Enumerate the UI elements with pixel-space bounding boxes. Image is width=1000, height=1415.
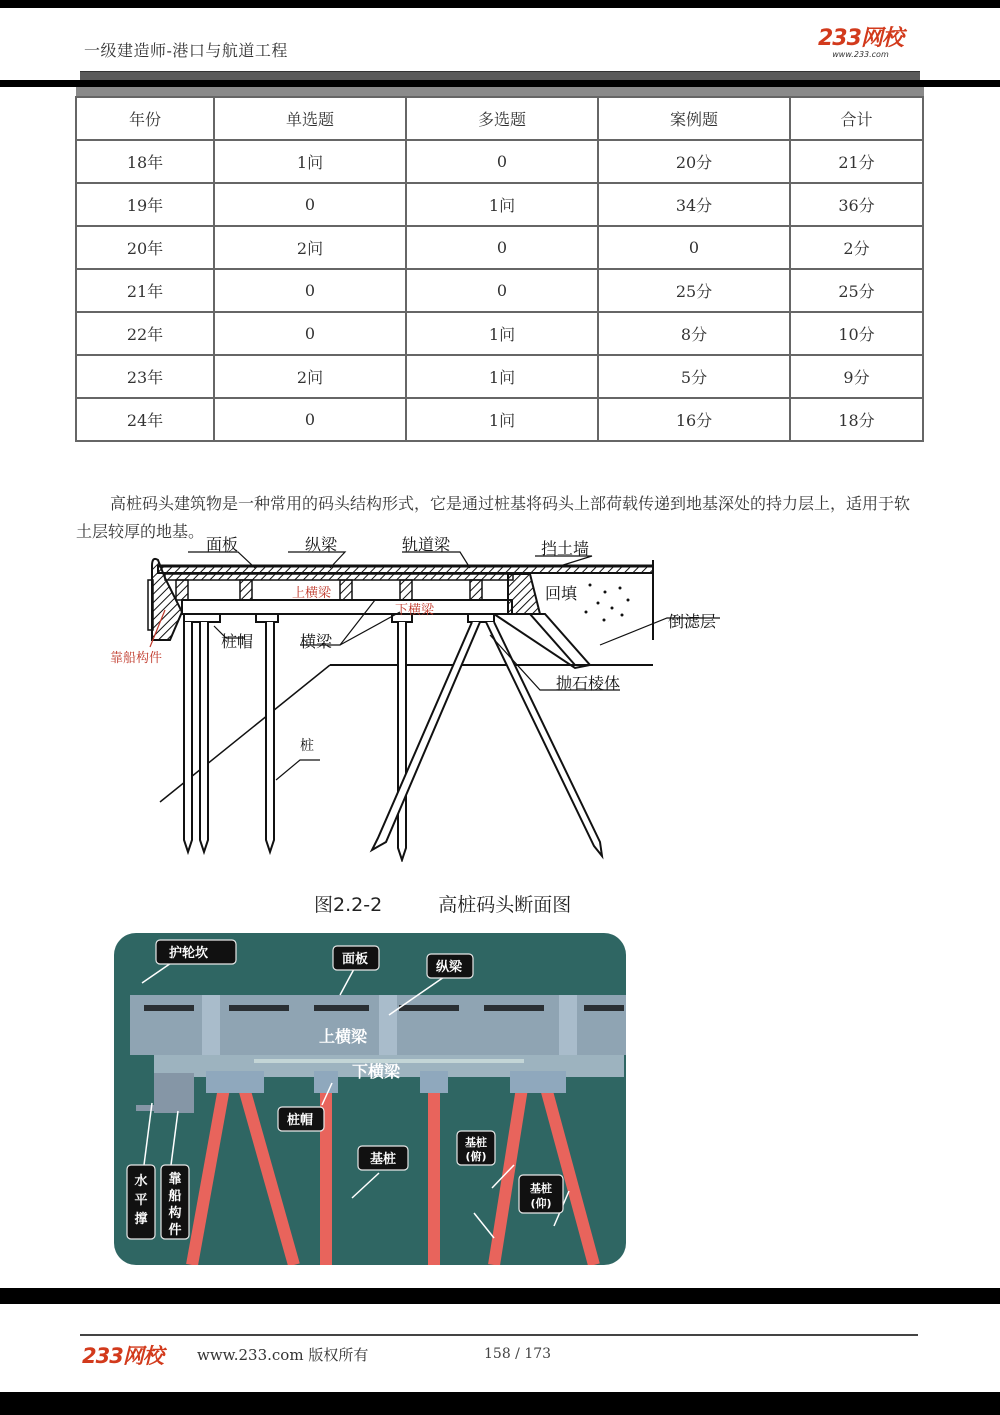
col-header-case: 案例题 bbox=[598, 97, 790, 140]
label-retaining-wall: 挡土墙 bbox=[541, 539, 590, 558]
table-row bbox=[76, 140, 923, 183]
cell-case: 16分 bbox=[598, 398, 790, 441]
render-label-longitudinal-beam: 纵梁 bbox=[436, 960, 463, 975]
wharf-3d-svg bbox=[114, 933, 626, 1265]
cell-single: 2问 bbox=[214, 355, 406, 398]
render-label-berthing-char: 船 bbox=[168, 1189, 182, 1204]
cell-multi: 1问 bbox=[406, 398, 598, 441]
render-label-brace-char: 撑 bbox=[134, 1212, 148, 1227]
header-rule-lower bbox=[76, 87, 924, 96]
cell-single: 0 bbox=[214, 312, 406, 355]
render-label-berthing-char: 构 bbox=[168, 1206, 182, 1221]
cell-multi: 0 bbox=[406, 140, 598, 183]
cell-single: 1问 bbox=[214, 140, 406, 183]
table-row bbox=[76, 183, 923, 226]
cell-single: 0 bbox=[214, 183, 406, 226]
render-label-lower-cross-beam: 下横梁 bbox=[352, 1062, 401, 1081]
render-label-panel: 面板 bbox=[342, 952, 369, 967]
label-pile: 桩 bbox=[300, 738, 314, 754]
render-label-foundation-pile: 基桩 bbox=[370, 1152, 397, 1167]
cell-case: 25分 bbox=[598, 269, 790, 312]
label-lower-cross-beam: 下横梁 bbox=[395, 603, 435, 618]
table-row bbox=[76, 398, 923, 441]
figure-number: 图2.2-2 bbox=[314, 894, 383, 916]
cell-total: 9分 bbox=[790, 355, 923, 398]
cell-total: 2分 bbox=[790, 226, 923, 269]
cell-total: 21分 bbox=[790, 140, 923, 183]
cell-multi: 1问 bbox=[406, 183, 598, 226]
table-row bbox=[76, 226, 923, 269]
cell-multi: 0 bbox=[406, 269, 598, 312]
render-label-brace-char: 水 bbox=[134, 1174, 148, 1189]
label-upper-cross-beam: 上横梁 bbox=[292, 586, 332, 601]
cell-total: 18分 bbox=[790, 398, 923, 441]
figure-title: 高桩码头断面图 bbox=[438, 894, 572, 916]
cell-multi: 0 bbox=[406, 226, 598, 269]
table-row bbox=[76, 355, 923, 398]
cell-case: 34分 bbox=[598, 183, 790, 226]
render-label-batter-fwd: 基桩 bbox=[465, 1136, 487, 1149]
document-header-title: 一级建造师-港口与航道工程 bbox=[84, 41, 288, 60]
render-label-wheel-guard: 护轮坎 bbox=[169, 946, 209, 961]
top-black-bar bbox=[0, 0, 1000, 8]
cell-year: 22年 bbox=[76, 312, 214, 355]
page-indicator: 158 / 173 bbox=[484, 1346, 552, 1362]
label-track-beam: 轨道梁 bbox=[402, 535, 451, 554]
footer-logo[interactable]: 233网校 bbox=[82, 1344, 163, 1368]
cell-multi: 1问 bbox=[406, 312, 598, 355]
bottom-black-bar bbox=[0, 1392, 1000, 1415]
cell-year: 18年 bbox=[76, 140, 214, 183]
brand-logo[interactable] bbox=[818, 28, 903, 59]
render-label-berthing-char: 件 bbox=[168, 1223, 182, 1238]
cell-case: 5分 bbox=[598, 355, 790, 398]
render-label-berthing-char: 靠 bbox=[168, 1172, 182, 1187]
cell-total: 10分 bbox=[790, 312, 923, 355]
logo-url: www.233.com bbox=[832, 50, 889, 59]
cell-total: 25分 bbox=[790, 269, 923, 312]
render-label-batter-back-suffix: (仰) bbox=[530, 1197, 552, 1210]
header-black-band bbox=[0, 80, 1000, 87]
render-label-upper-cross-beam: 上横梁 bbox=[319, 1027, 368, 1046]
render-label-batter-back: 基桩 bbox=[530, 1182, 552, 1195]
body-paragraph: 高桩码头建筑物是一种常用的码头结构形式，它是通过桩基将码头上部荷载传递到地基深处的持力层上，适用于软土层较厚的地基。 bbox=[76, 494, 911, 541]
col-header-total: 合计 bbox=[790, 97, 923, 140]
col-header-year: 年份 bbox=[76, 97, 214, 140]
label-cross-beam: 横梁 bbox=[300, 632, 333, 651]
wharf-cross-section-diagram bbox=[104, 532, 744, 862]
cell-single: 0 bbox=[214, 269, 406, 312]
label-panel: 面板 bbox=[206, 535, 239, 554]
label-filter-layer: 倒滤层 bbox=[668, 612, 717, 631]
cell-total: 36分 bbox=[790, 183, 923, 226]
cell-year: 20年 bbox=[76, 226, 214, 269]
render-label-brace-char: 平 bbox=[134, 1193, 148, 1208]
figure-caption bbox=[314, 890, 571, 917]
table-row bbox=[76, 312, 923, 355]
footer-rule bbox=[80, 1334, 918, 1336]
cell-year: 24年 bbox=[76, 398, 214, 441]
col-header-multi-choice: 多选题 bbox=[406, 97, 598, 140]
exam-score-table bbox=[75, 96, 924, 442]
label-backfill: 回填 bbox=[545, 584, 578, 603]
table-row bbox=[76, 269, 923, 312]
cell-year: 19年 bbox=[76, 183, 214, 226]
footer-copyright: www.233.com 版权所有 bbox=[197, 1346, 369, 1364]
cell-year: 23年 bbox=[76, 355, 214, 398]
col-header-single-choice: 单选题 bbox=[214, 97, 406, 140]
bottom-black-band bbox=[0, 1288, 1000, 1304]
cell-single: 0 bbox=[214, 398, 406, 441]
render-label-pile-cap: 桩帽 bbox=[287, 1113, 314, 1128]
cell-single: 2问 bbox=[214, 226, 406, 269]
label-rubble-prism: 抛石棱体 bbox=[556, 674, 621, 693]
label-longitudinal-beam: 纵梁 bbox=[305, 535, 338, 554]
cell-case: 20分 bbox=[598, 140, 790, 183]
cell-case: 0 bbox=[598, 226, 790, 269]
table-header-row bbox=[76, 97, 923, 140]
label-pile-cap: 桩帽 bbox=[221, 632, 254, 651]
cell-case: 8分 bbox=[598, 312, 790, 355]
render-label-batter-fwd-suffix: (俯) bbox=[465, 1150, 487, 1163]
label-berthing-member: 靠船构件 bbox=[110, 651, 163, 666]
wharf-3d-render bbox=[114, 933, 626, 1265]
cell-year: 21年 bbox=[76, 269, 214, 312]
logo-text: 233网校 bbox=[818, 26, 903, 51]
cell-multi: 1问 bbox=[406, 355, 598, 398]
